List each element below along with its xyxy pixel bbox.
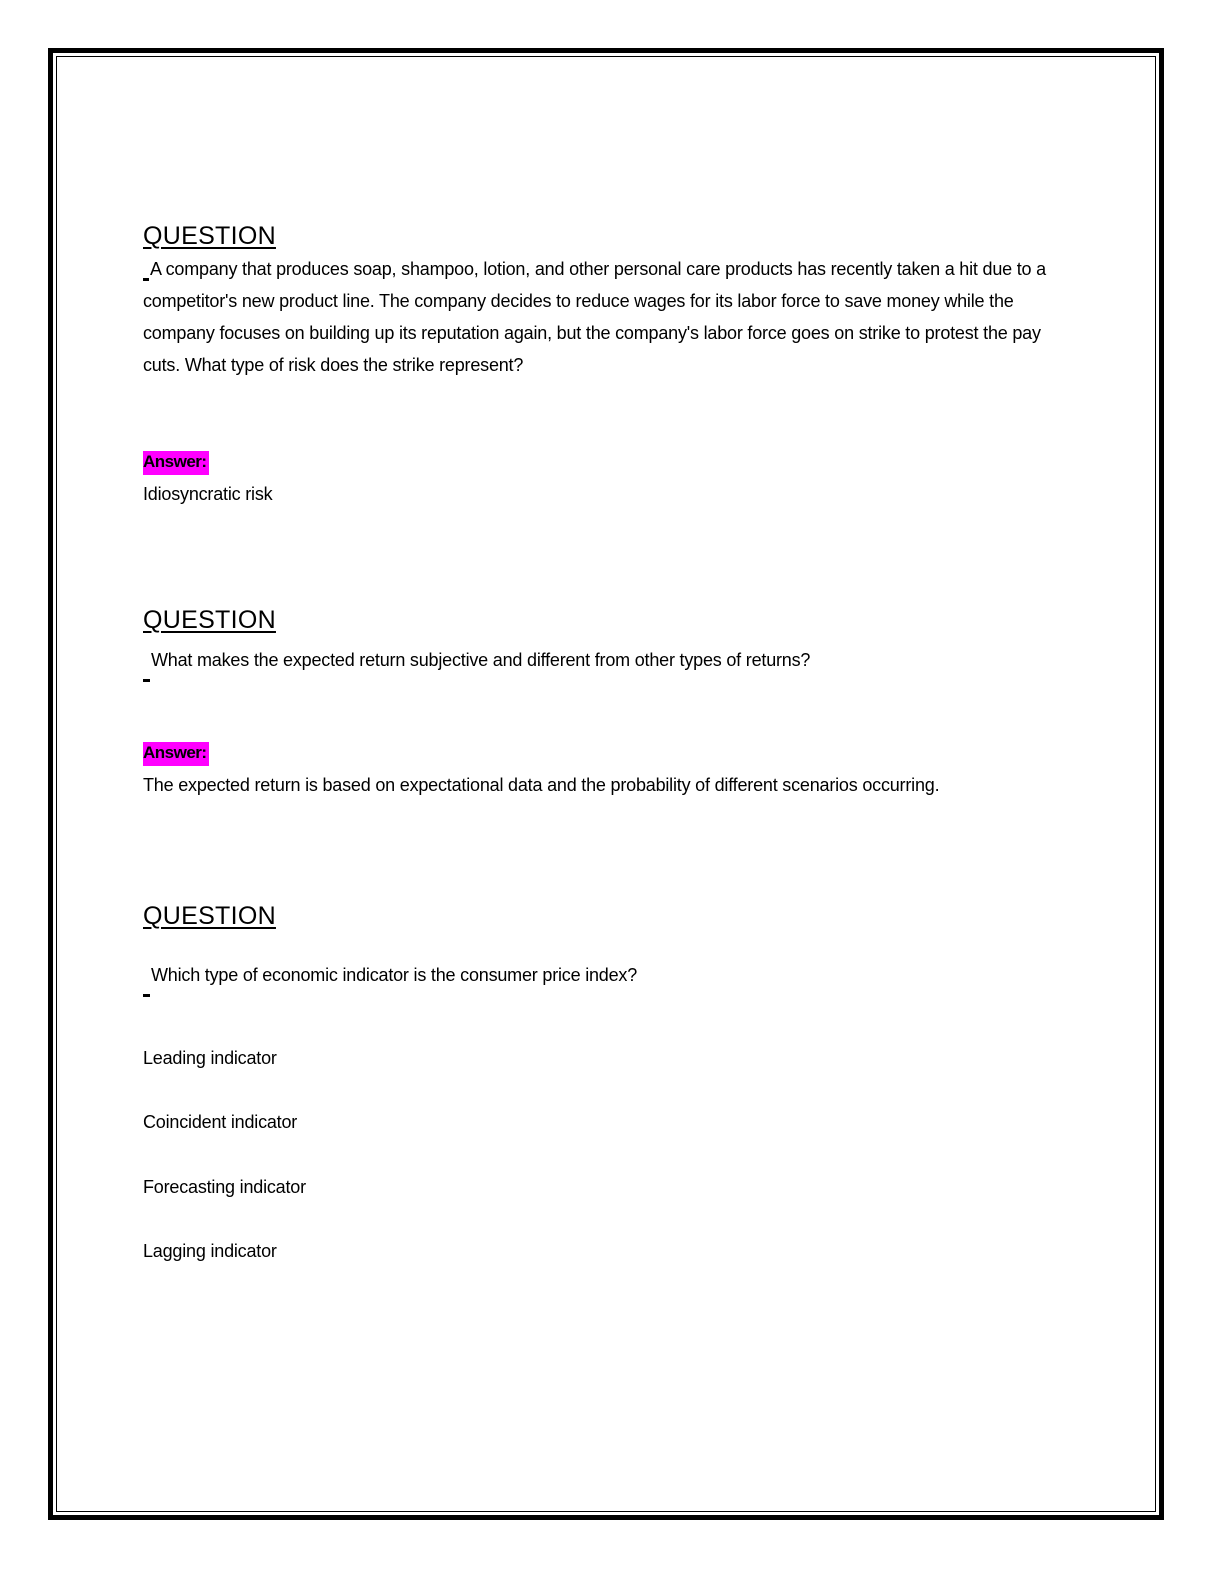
text-marker xyxy=(143,278,149,281)
question-heading: QUESTION xyxy=(143,222,276,250)
option-forecasting[interactable]: Forecasting indicator xyxy=(143,1177,306,1197)
question-text: What makes the expected return subjective and different from other types of returns? xyxy=(151,650,811,670)
question-text xyxy=(143,253,1073,381)
answer-label: Answer: xyxy=(143,742,209,766)
question-text-content: A company that produces soap, shampoo, lotion, and other personal care products has recently taken a hit due to a competitor's new product line. The company decides to reduce wages for its labor force to save money while the company focuses on building up its reputation again, but the company's labor force goes on strike to protest the pay cuts. What type of risk does the strike represent? xyxy=(143,259,1046,375)
option-leading[interactable]: Leading indicator xyxy=(143,1048,277,1068)
question-heading: QUESTION xyxy=(143,606,276,634)
text-marker xyxy=(143,679,150,682)
question-text: Which type of economic indicator is the consumer price index? xyxy=(151,965,638,985)
answer-label: Answer: xyxy=(143,451,209,475)
question-heading: QUESTION xyxy=(143,902,276,930)
question-block xyxy=(143,253,1073,381)
text-marker xyxy=(143,994,150,997)
option-lagging[interactable]: Lagging indicator xyxy=(143,1241,277,1261)
option-coincident[interactable]: Coincident indicator xyxy=(143,1112,298,1132)
answer-text: The expected return is based on expectational data and the probability of different scenarios occurring. xyxy=(143,775,940,795)
answer-text: Idiosyncratic risk xyxy=(143,484,273,504)
